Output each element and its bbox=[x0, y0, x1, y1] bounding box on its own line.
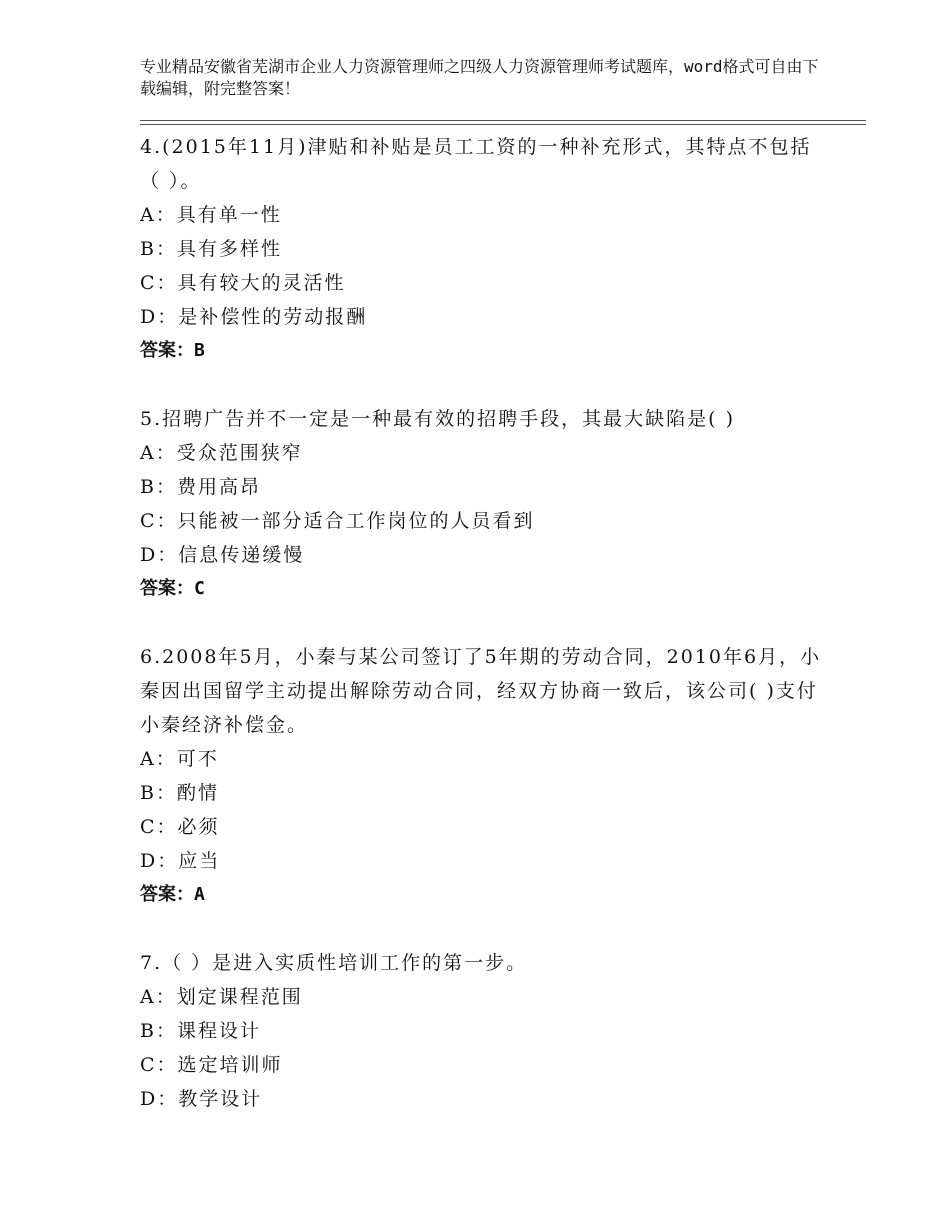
answer-value: A bbox=[194, 884, 205, 905]
question-list bbox=[140, 130, 830, 1150]
question-text: 6.2008年5月，小秦与某公司签订了5年期的劳动合同，2010年6月，小秦因出国留学主动提出解除劳动合同，经双方协商一致后，该公司( )支付小秦经济补偿金。 bbox=[140, 646, 822, 736]
option-b: B：课程设计 bbox=[140, 1020, 261, 1042]
answer-value: B bbox=[194, 340, 205, 361]
question-block bbox=[140, 402, 830, 606]
question-text: 5.招聘广告并不一定是一种最有效的招聘手段，其最大缺陷是( ) bbox=[140, 408, 735, 430]
answer-label: 答案： bbox=[140, 340, 194, 361]
question-text: 4.(2015年11月)津贴和补贴是员工工资的一种补充形式，其特点不包括（ ）。 bbox=[140, 136, 812, 192]
answer-line bbox=[140, 878, 830, 912]
question-block bbox=[140, 640, 830, 912]
option-c: C：只能被一部分适合工作岗位的人员看到 bbox=[140, 510, 535, 532]
answer-label: 答案： bbox=[140, 578, 194, 599]
option-b: B：具有多样性 bbox=[140, 238, 282, 260]
answer-label: 答案： bbox=[140, 884, 194, 905]
option-d: D：是补偿性的劳动报酬 bbox=[140, 306, 368, 328]
option-d: D：信息传递缓慢 bbox=[140, 544, 305, 566]
question-block bbox=[140, 946, 830, 1116]
option-d: D：应当 bbox=[140, 850, 221, 872]
option-b: B：酌情 bbox=[140, 782, 219, 804]
header-rule-top bbox=[140, 120, 866, 121]
header-rule-bottom bbox=[140, 124, 866, 125]
answer-line bbox=[140, 572, 830, 606]
option-a: A：具有单一性 bbox=[140, 204, 282, 226]
answer-value: C bbox=[194, 578, 205, 599]
option-c: C：选定培训师 bbox=[140, 1054, 283, 1076]
question-text: 7.（ ）是进入实质性培训工作的第一步。 bbox=[140, 952, 528, 974]
question-block bbox=[140, 130, 830, 368]
document-header: 专业精品安徽省芜湖市企业人力资源管理师之四级人力资源管理师考试题库，word格式可自由下载编辑，附完整答案！ bbox=[140, 57, 819, 98]
option-b: B：费用高昂 bbox=[140, 476, 261, 498]
option-d: D：教学设计 bbox=[140, 1088, 263, 1110]
option-c: C：必须 bbox=[140, 816, 220, 838]
option-a: A：可不 bbox=[140, 748, 219, 770]
option-c: C：具有较大的灵活性 bbox=[140, 272, 346, 294]
option-a: A：划定课程范围 bbox=[140, 986, 303, 1008]
option-a: A：受众范围狭窄 bbox=[140, 442, 303, 464]
answer-line bbox=[140, 334, 830, 368]
